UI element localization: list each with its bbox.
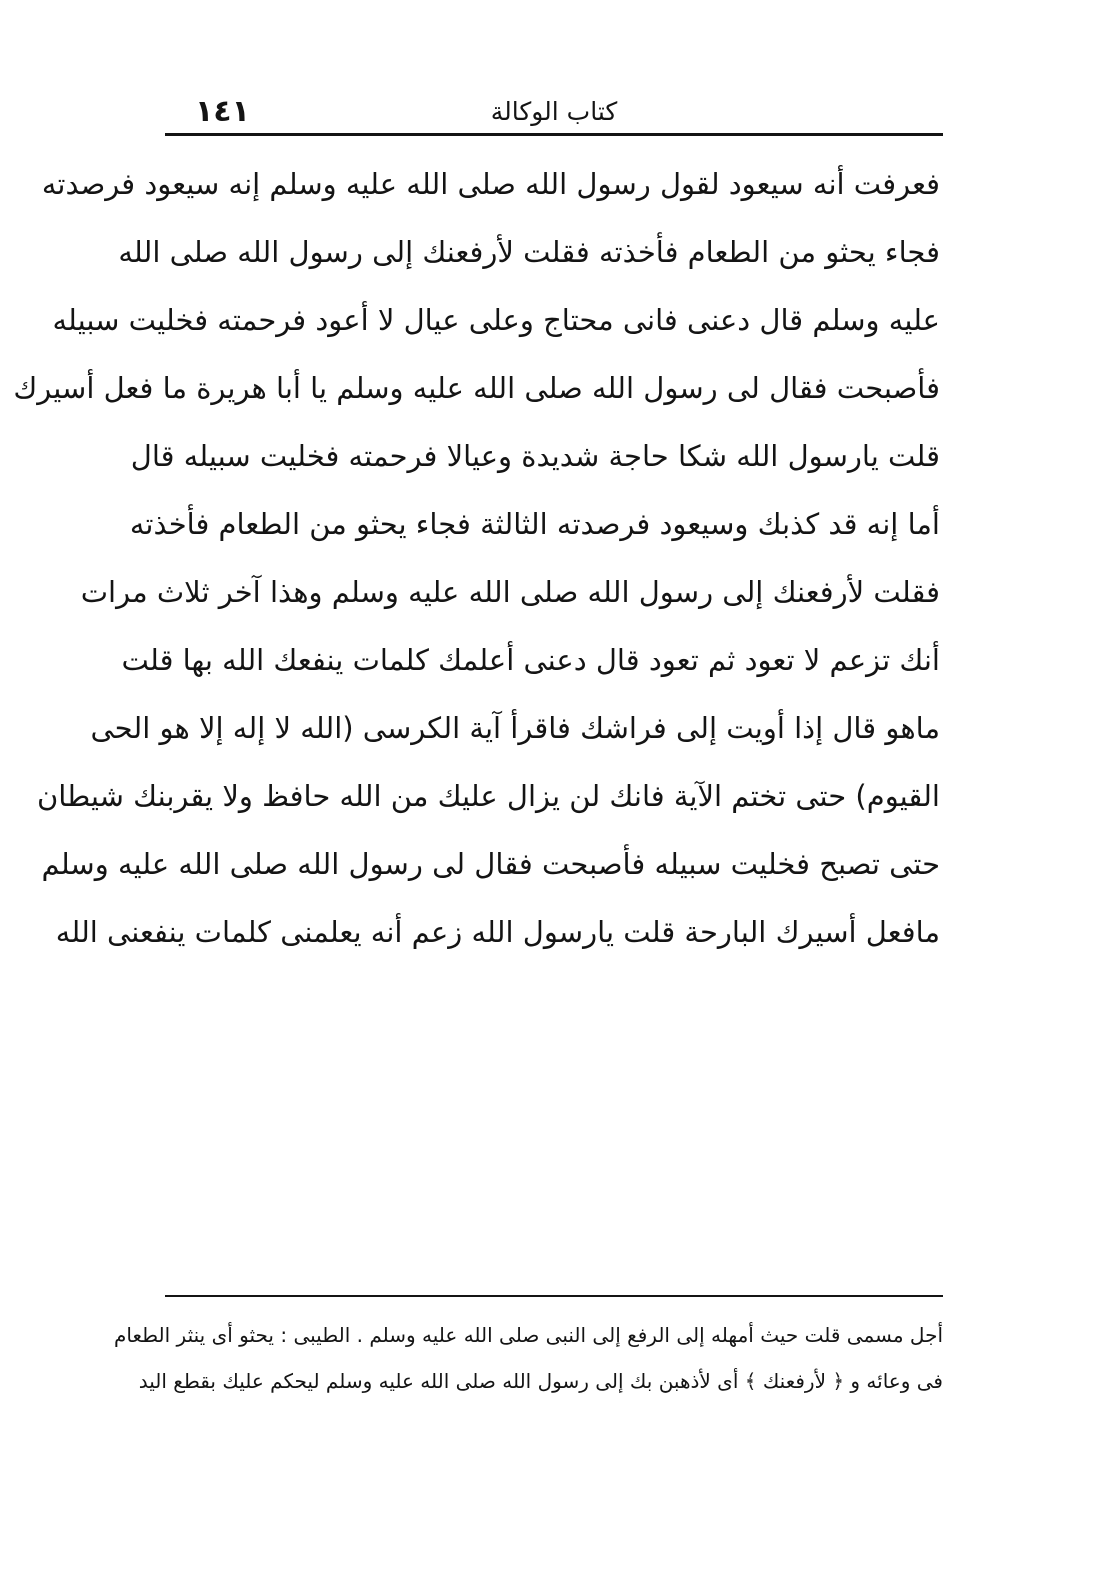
text-line: عليه وسلم قال دعنى فانى محتاج وعلى عيال لا أعود فرحمته فخليت سبيله — [52, 303, 940, 337]
footnote-line: أجل مسمى قلت حيث أمهله إلى الرفع إلى النبى صلى الله عليه وسلم . الطيبى : يحثو أى ينثر الطعام — [114, 1323, 943, 1347]
text-line: أنك تزعم لا تعود ثم تعود قال دعنى أعلمك كلمات ينفعك الله بها قلت — [121, 643, 940, 677]
text-line: حتى تصبح فخليت سبيله فأصبحت فقال لى رسول الله صلى الله عليه وسلم — [41, 847, 940, 881]
footnote-rule — [165, 1295, 943, 1297]
text-line: القيوم) حتى تختم الآية فانك لن يزال عليك من الله حافظ ولا يقربنك شيطان — [36, 779, 940, 813]
text-line: فأصبحت فقال لى رسول الله صلى الله عليه وسلم يا أبا هريرة ما فعل أسيرك — [13, 371, 940, 405]
text-line: أما إنه قد كذبك وسيعود فرصدته الثالثة فجاء يحثو من الطعام فأخذته — [129, 507, 940, 541]
text-line: فعرفت أنه سيعود لقول رسول الله صلى الله عليه وسلم إنه سيعود فرصدته — [41, 167, 940, 201]
text-line: ماهو قال إذا أويت إلى فراشك فاقرأ آية الكرسى (الله لا إله إلا هو الحى — [90, 711, 940, 745]
text-line: مافعل أسيرك البارحة قلت يارسول الله زعم أنه يعلمنى كلمات ينفعنى الله — [55, 915, 940, 949]
footnotes — [114, 1312, 943, 1404]
running-head — [165, 92, 943, 132]
text-line: فجاء يحثو من الطعام فأخذته فقلت لأرفعنك إلى رسول الله صلى الله — [118, 235, 940, 269]
header-rule — [165, 133, 943, 136]
chapter-title: كتاب الوكالة — [490, 97, 618, 126]
text-line: فقلت لأرفعنك إلى رسول الله صلى الله عليه وسلم وهذا آخر ثلاث مرات — [80, 575, 940, 609]
main-text — [13, 150, 940, 966]
page-number: ١٤١ — [195, 94, 250, 129]
footnote-line: فى وعائه و ﴿ لأرفعنك ﴾ أى لأذهبن بك إلى رسول الله صلى الله عليه وسلم ليحكم عليك بقطع اليد — [138, 1369, 943, 1393]
text-line: قلت يارسول الله شكا حاجة شديدة وعيالا فرحمته فخليت سبيله قال — [130, 439, 940, 473]
